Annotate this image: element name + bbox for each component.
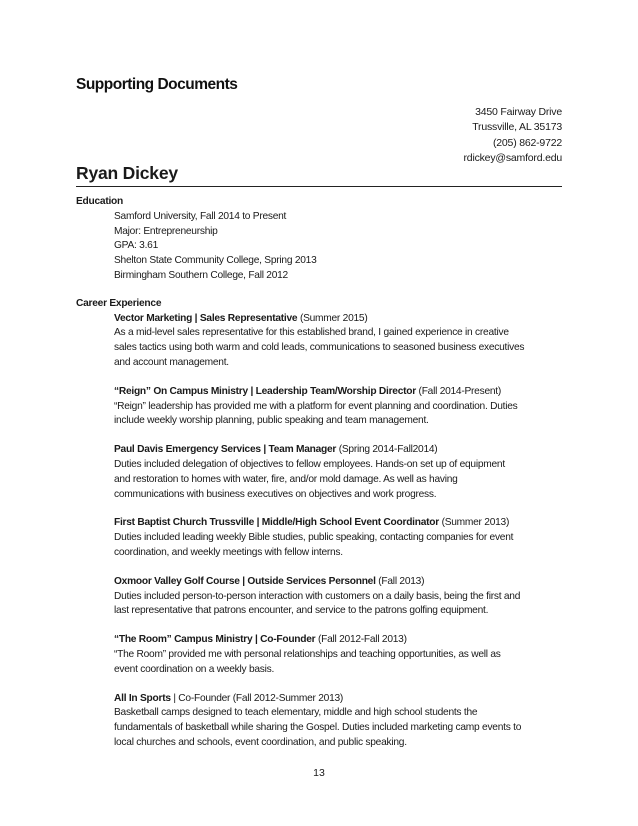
career-entry-line: local churches and schools, event coordination, and public speaking. bbox=[114, 736, 407, 748]
career-entry-line: Duties included leading weekly Bible studies, public speaking, contacting companies for event bbox=[114, 532, 514, 544]
education-line: Major: Entrepreneurship bbox=[114, 225, 218, 237]
education-heading: Education bbox=[76, 196, 123, 207]
career-entry bbox=[76, 516, 566, 560]
section-heading: Supporting Documents bbox=[76, 76, 238, 93]
career-entry-title: All In Sports bbox=[114, 692, 171, 704]
career-entry bbox=[76, 443, 566, 502]
education-line: Birmingham Southern College, Fall 2012 bbox=[114, 269, 288, 281]
contact-phone: (205) 862-9722 bbox=[492, 136, 562, 149]
career-entry bbox=[76, 385, 566, 429]
career-entry-line: include weekly worship planning, public speaking and team management. bbox=[114, 415, 429, 427]
career-entry-line: “Reign” leadership has provided me with a platform for event planning and coordination. Duties bbox=[114, 400, 518, 412]
education-line: Shelton State Community College, Spring 2013 bbox=[114, 255, 317, 267]
career-entry-date: (Fall 2012-Fall 2013) bbox=[315, 634, 407, 646]
career-entry-line: Duties included person-to-person interaction with customers on a daily basis, being the first and bbox=[114, 590, 521, 602]
career-entry-line: last representative that patrons encounter, and service to the patrons golfing equipment. bbox=[114, 605, 489, 617]
career-entry-date: (Fall 2013) bbox=[375, 575, 425, 587]
career-entry-line: Basketball camps designed to teach elementary, middle and high school students the bbox=[114, 707, 478, 719]
page-number: 13 bbox=[313, 767, 325, 779]
career-entry-line: fundamentals of basketball while sharing the Gospel. Duties included marketing camp events to bbox=[114, 722, 522, 734]
career-entry-line: communications with business executives on objectives and work progress. bbox=[114, 488, 437, 500]
career-entry-title: Paul Davis Emergency Services | Team Manager bbox=[114, 444, 337, 456]
career-entry-header bbox=[114, 516, 566, 531]
career-entry bbox=[76, 575, 566, 619]
career-entry-title: Vector Marketing | Sales Representative bbox=[114, 312, 298, 324]
career-entry-line: event coordination on a weekly basis. bbox=[114, 663, 275, 675]
career-entry-header bbox=[114, 633, 566, 648]
career-entry bbox=[76, 633, 566, 677]
career-entry-line: sales tactics using both warm and cold leads, communications to seasoned business executives bbox=[114, 342, 525, 354]
contact-email: rdickey@samford.edu bbox=[463, 152, 562, 165]
contact-street: 3450 Fairway Drive bbox=[475, 106, 562, 118]
resume-name: Ryan Dickey bbox=[76, 163, 178, 183]
contact-city: Trussville, AL 35173 bbox=[472, 121, 562, 134]
education-line: Samford University, Fall 2014 to Present bbox=[114, 210, 287, 222]
career-entry-header bbox=[114, 692, 566, 707]
career-heading: Career Experience bbox=[76, 297, 162, 309]
education-line: GPA: 3.61 bbox=[114, 240, 158, 252]
career-entry-date: (Summer 2013) bbox=[438, 517, 510, 529]
career-entry-line: and restoration to homes with water, fire, and/or mold damage. As well as having bbox=[114, 473, 458, 485]
career-entry-date: (Fall 2014-Present) bbox=[415, 385, 501, 397]
career-entry-line: coordination, and weekly meetings with fellow interns. bbox=[114, 546, 343, 558]
career-entry-date: (Spring 2014-Fall2014) bbox=[336, 444, 438, 456]
contact-block bbox=[464, 105, 562, 167]
career-entry-date: | Co-Founder (Fall 2012-Summer 2013) bbox=[170, 692, 344, 704]
career-entry-line: “The Room” provided me with personal relationships and teaching opportunities, as well as bbox=[114, 648, 501, 660]
career-entry-line: As a mid-level sales representative for this established brand, I gained experience in creative bbox=[114, 327, 509, 339]
career-entry-date: (Summer 2015) bbox=[297, 312, 368, 324]
career-entry-header bbox=[114, 443, 566, 458]
career-entry-line: Duties included delegation of objectives to fellow employees. Hands-on set up of equipment bbox=[114, 458, 505, 470]
career-entry-title: “The Room” Campus Ministry | Co-Founder bbox=[114, 634, 316, 646]
career-entry-title: Oxmoor Valley Golf Course | Outside Services Personnel bbox=[114, 575, 376, 587]
career-entry-header bbox=[114, 385, 566, 400]
header-divider bbox=[76, 186, 562, 187]
career-entry bbox=[76, 692, 566, 751]
education-list bbox=[76, 210, 566, 284]
career-entry-header bbox=[114, 575, 566, 590]
resume-body bbox=[76, 195, 566, 751]
career-entry-title: First Baptist Church Trussville | Middle/High School Event Coordinator bbox=[114, 517, 439, 529]
career-entry bbox=[76, 312, 566, 371]
career-entry-header bbox=[114, 312, 566, 327]
career-entry-title: “Reign” On Campus Ministry | Leadership Team/Worship Director bbox=[114, 385, 416, 397]
career-entry-line: and account management. bbox=[114, 356, 229, 368]
